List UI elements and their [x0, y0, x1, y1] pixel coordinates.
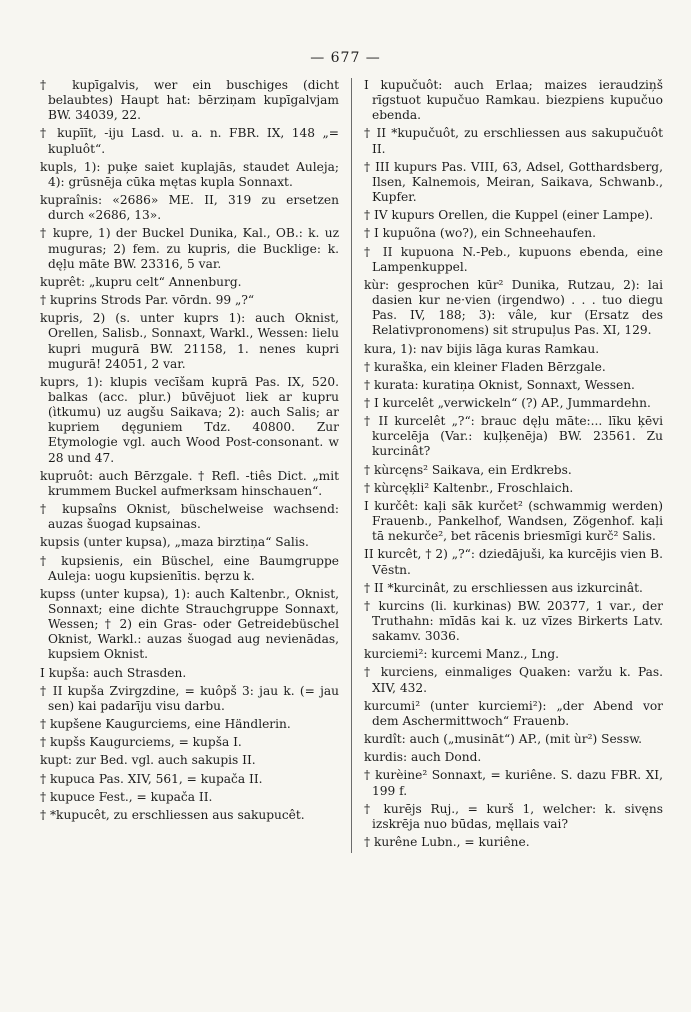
dictionary-entry: † kuprins Strods Par. vōrdn. 99 „?“ — [40, 293, 255, 308]
dictionary-entry: kurdis: auch Dond. — [364, 750, 482, 765]
dictionary-entry: † II *kurcinât, zu erschliessen aus izkurcinât. — [364, 580, 643, 595]
dictionary-entry: † kurējs Ruj., = kurš 1, welcher: k. sivęns izskrēja nuo būdas, męllais vai? — [364, 801, 663, 831]
dictionary-entry: † kupsienis, ein Büschel, eine Baumgruppe Auleja: uogu kupsienītis. bęrzu k. — [40, 553, 339, 583]
dictionary-entry: † kurata: kuratiņa Oknist, Sonnaxt, Wessen. — [364, 377, 635, 392]
dictionary-entry: † kupre, 1) der Buckel Dunika, Kal., OB.: k. uz muguras; 2) fem. zu kupris, die Bucklige: k. dęļu māte BW. 23316, 5 var. — [40, 226, 339, 271]
two-column-body — [40, 78, 663, 853]
dictionary-entry: † kuraška, ein kleiner Fladen Bērzgale. — [364, 359, 606, 374]
left-column — [40, 78, 351, 853]
dictionary-entry: † III kupurs Pas. VIII, 63, Adsel, Gotthardsberg, Ilsen, Kalnemois, Meiran, Saikava, Schwanb., Kupfer. — [364, 159, 663, 205]
dictionary-entry: † I kurcelêt „verwickeln“ (?) AP., Jummardehn. — [364, 395, 651, 410]
page-number: — 677 — — [310, 50, 381, 66]
dictionary-entry: † IV kupurs Orellen, die Kuppel (einer Lampe). — [364, 208, 654, 223]
dictionary-entry: kupruôt: auch Bērzgale. † Refl. -tiês Dict. „mit krummem Buckel aufmerksam hinschauen“. — [40, 468, 339, 498]
dictionary-entry: † kurciens, einmaliges Quaken: varžu k. Pas. XIV, 432. — [364, 665, 663, 695]
dictionary-entry: † II kupša Zvirgzdine, = kuôpš 3: jau k. (= jau sen) kai padarīju visu darbu. — [40, 683, 339, 713]
dictionary-entry: † *kupucêt, zu erschliessen aus sakupucêt. — [40, 807, 305, 822]
right-column — [351, 78, 663, 853]
dictionary-entry: kurdît: auch („musināt“) AP., (mit ùr²) Sessw. — [364, 732, 643, 747]
dictionary-entry: † kupīgalvis, wer ein buschiges (dicht belaubtes) Haupt hat: bērziņam kupīgalvjam BW. 34039, 22. — [40, 78, 339, 123]
dictionary-entry: kupris, 2) (s. unter kuprs 1): auch Oknist, Orellen, Salisb., Sonnaxt, Warkl., Wessen: lielu kupri mugurā BW. 21158, 1. nenes kupri mugurā! 24051, 2 var. — [40, 311, 339, 371]
dictionary-entry: kupls, 1): puķe saiet kuplajās, staudet Auleja; 4): grūsnēja cūka mętas kupla Sonnaxt. — [40, 159, 339, 189]
dictionary-entry: † kupīīt, -iju Lasd. u. a. n. FBR. IX, 148 „= kupluôt“. — [40, 126, 339, 156]
dictionary-entry: kurcumi² (unter kurciemi²): „der Abend vor dem Aschermittwoch“ Frauenb. — [364, 698, 663, 728]
dictionary-entry: † kurèine² Sonnaxt, = kuriêne. S. dazu FBR. XI, 199 f. — [364, 768, 663, 798]
dictionary-entry: I kupša: auch Strasden. — [40, 665, 187, 680]
dictionary-entry: I kupučuôt: auch Erlaa; maizes ieraudziņš rīgstuot kupučuo Ramkau. biezpiens kupučuo ebenda. — [364, 78, 663, 123]
dictionary-entry: I kurčêt: kaļi sāk kurčet² (schwammig werden) Frauenb., Pankelhof, Wandsen, Zögenhof. kaļi tā nekurče², bet rācenis briesmīgi kurč² Salis. — [364, 498, 663, 544]
dictionary-entry: kupraînis: «2686» ME. II, 319 zu ersetzen durch «2686, 13». — [40, 193, 339, 223]
dictionary-entry: † kurêne Lubn., = kuriêne. — [364, 835, 530, 850]
dictionary-entry: † kurcins (li. kurkinas) BW. 20377, 1 var., der Truthahn: mīdās kai k. uz vīzes Birkerts Latv. sakamv. 3036. — [364, 598, 663, 644]
dictionary-entry: † kùrcęns² Saikava, ein Erdkrebs. — [364, 462, 572, 477]
dictionary-entry: kupss (unter kupsa), 1): auch Kaltenbr., Oknist, Sonnaxt; eine dichte Strauchgruppe Sonnaxt, Wessen; † 2) ein Gras- oder Getreidebüschel Oknist, Warkl.: auzas šuogad aug nevienādas, kupsiem Oknist. — [40, 586, 339, 662]
dictionary-entry: † kupuce Fest., = kupača II. — [40, 789, 213, 804]
dictionary-entry: † II kupuona N.-Peb., kupuons ebenda, eine Lampenkuppel. — [364, 244, 663, 274]
dictionary-entry: † kupšs Kaugurciems, = kupša I. — [40, 735, 242, 750]
dictionary-entry: † II kurcelêt „?“: brauc dęļu māte:... līku ķēvi kurcelēja (Var.: kuļķenēja) BW. 23561. Zu kurcinât? — [364, 414, 663, 459]
dictionary-entry: kuprêt: „kupru celt“ Annenburg. — [40, 274, 242, 289]
dictionary-entry: † kupšene Kaugurciems, eine Händlerin. — [40, 717, 291, 732]
dictionary-entry: II kurcêt, † 2) „?“: dziedājuši, ka kurcējis vien B. Vēstn. — [364, 547, 663, 577]
dictionary-entry: kùr: gesprochen kūr² Dunika, Rutzau, 2): lai dasien kur ne·vien (irgendwo) . . . tuo diegu Pas. IV, 188; 3): vâle, kur (Ersatz des Relativpronomens) sit strupuļus Pas. XI, 129. — [364, 277, 663, 338]
dictionary-entry: kurciemi²: kurcemi Manz., Lng. — [364, 647, 559, 662]
dictionary-entry: † I kupuõna (wo?), ein Schneehaufen. — [364, 226, 596, 241]
dictionary-entry: † kupuca Pas. XIV, 561, = kupača II. — [40, 771, 263, 786]
dictionary-entry: kupsis (unter kupsa), „maza birztiņa“ Salis. — [40, 535, 309, 550]
dictionary-entry: kupt: zur Bed. vgl. auch sakupis II. — [40, 753, 256, 768]
dictionary-entry: † kupsaîns Oknist, büschelweise wachsend: auzas šuogad kupsainas. — [40, 502, 339, 532]
dictionary-entry: † II *kupučuôt, zu erschliessen aus sakupučuôt II. — [364, 126, 663, 156]
dictionary-entry: kura, 1): nav bijis lāga kuras Ramkau. — [364, 341, 600, 356]
dictionary-entry: † kùrcęķli² Kaltenbr., Froschlaich. — [364, 480, 574, 495]
dictionary-entry: kuprs, 1): klupis vecīšam kuprā Pas. IX, 520. balkas (acc. plur.) būvējuot liek ar kupru (ìtkumu) uz augšu Saikava; 2): auch Salis; ar kupriem dęguniem Tdz. 40800. Zur Etymologie vgl. auch Wood Post-consonant. w 28 und 47. — [40, 374, 339, 465]
